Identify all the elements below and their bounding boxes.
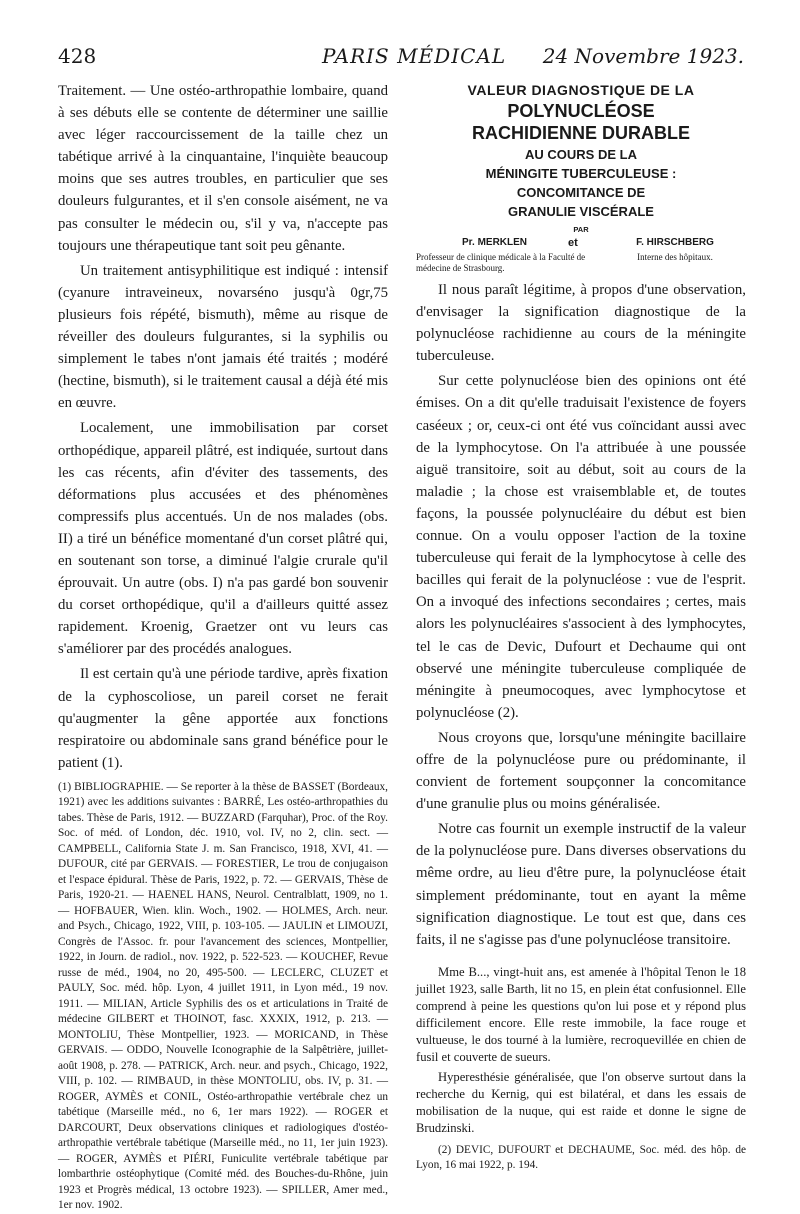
page-header [58,44,744,74]
right-column [416,80,746,1174]
title-line-6: CONCOMITANCE DE [516,185,646,200]
author-merklen [416,237,586,274]
article-title [416,80,746,220]
journal-title: PARIS MÉDICAL [322,44,507,68]
paragraph-opinions: Sur cette polynucléose bien des opinions ont été émises. On a dit qu'elle traduisait l'existence de foyers caséeux ; or, ceux-ci ont été vus coïncidant aussi avec de la lymphocytose. On l'a attribuée à une poussée aiguë transitoire, soit au début, soit au cours de la maladie ; la chose est vraisemblable et, de toutes façons, la poussée polynucléaire du début est bien connue. On a voulu opposer l'action de la toxine tuberculeuse qui ferait de la lymphocytose à celle des bacilles qui ferait de la polynucléose : vue de l'esprit. On a invoqué des infections secondaires ; certes, mais alors les polynucléaires s'associent à des lymphocytes, tel le cas de Devic, Dufourt et Dechaume qui ont observé une méningite tuberculeuse compliquée de méningite à pneumocoques, avec lymphocytose et polynucléose (2). [416,373,746,721]
left-column [58,80,388,1214]
observation-block [416,964,746,1137]
issue-date: 24 Novembre 1923. [542,44,744,68]
paragraph-antisyphilitique: Un traitement antisyphilitique est indiqué : intensif (cyanure intraveineux, novarséno jusqu'à 0gr,75 plusieurs fois répété, bismuth), même au risque de réveiller des douleurs fulgurantes, si la syphilis ou simplement le tabes n'ont jamais été traités ; modéré (hectine, bismuth), si le traitement causal a déjà été mis en œuvre. [58,262,388,412]
paragraph-notre-cas: Notre cas fournit un exemple instructif de la valeur de la polynucléose pure. Dans diverses observations du même ordre, au lieu d'être pure, la polynucléose était simplement prédominante, tout en ayant la même signification diagnostique. Le tout est que, dans ces faits, il ne s'agisse pas d'une polynucléose transitoire. [416,821,746,948]
paragraph-periode-tardive: Il est certain qu'à une période tardive, après fixation de la cyphoscoliose, un pareil corset ne ferait qu'augmenter la gêne apportée aux fonctions respiratoire ou abdominale sans grand bénéfice pour le patient (1). [58,666,388,771]
observation-paragraph-2: Hyperesthésie généralisée, que l'on observe surtout dans la recherche du Kernig, qui est bilatéral, et dans les essais de mobilisation de la nuque, qui est raide et donne le signe de Brudzinski. [416,1069,746,1135]
title-line-3: RACHIDIENNE DURABLE [471,123,690,143]
author-2-role: Interne des hôpitaux. [637,252,713,262]
title-line-5: MÉNINGITE TUBERCULEUSE : [485,166,677,181]
right-body [416,279,746,951]
author-1-role: Professeur de clinique médicale à la Faculté de médecine de Strasbourg. [416,252,586,273]
section-gap [416,954,746,964]
paragraph-traitement: Traitement. — Une ostéo-arthropathie lombaire, quand à ses débuts elle se contente de déterminer une saillie avec léger raccourcissement de la taille chez un tabétique arrivé à la cinquantaine, l'inquiète beaucoup moins que ses autres troubles, en particulier que ses douleurs fulgurantes, et il s'en console aisément, ne va pas consulter le médecin ou, s'il y va, n'accepte pas toujours une thérapeutique tant soit peu gênante. [58,83,388,254]
footnote-devic: (2) DEVIC, DUFOURT et DECHAUME, Soc. méd. des hôp. de Lyon, 16 mai 1922, p. 194. [416,1143,746,1172]
page-number: 428 [58,44,97,68]
left-body [58,80,388,774]
title-line-7: GRANULIE VISCÉRALE [508,204,654,219]
author-1-name: Pr. MERKLEN [462,237,528,248]
by-label: PAR [573,225,589,234]
authors-conjunction: et [568,237,578,249]
footnote-bibliographie: (1) BIBLIOGRAPHIE. — Se reporter à la thèse de BASSET (Bordeaux, 1921) avec les additions suivantes : BARRÉ, Les ostéo-arthropathies du tabes. Thèse de Paris, 1912. — BUZZARD (Farquhar), Proc. of the Roy. Soc. of méd. of London, déc. 1910, vol. IV, no 2, clin. sect. — CAMPBELL, California State J. m. San Francisco, 1918, XVI, 41. — DUFOUR, cité par GERVAIS. — FORESTIER, Le trou de conjugaison et l'espace épidural. Thèse de Paris, 1922, p. 72. — GERVAIS, Thèse de Paris, 1920-21. — HAENEL HANS, Neurol. Centralblatt, 1909, no 1. — HOFBAUER, Wien. klin. Woch., 1902. — HOLMES, Arch. neur. and Psych., Chicago, 1922, VIII, p. 103-105. — JAULIN et LIMOUZI, Congrès de l'Assoc. fr. pour l'avancement des sciences, Montpellier, 1922, in Journ. de radiol., nov. 1922, p. 522-523. — KOUCHEF, Revue russe de méd., 1904, no 20, 495-500. — LECLERC, CLUZET et PAULY, Soc. méd. hôp. Lyon, 4 juillet 1911, in Lyon méd., 19 nov. 1911. — MILIAN, Article Syphilis des os et articulations in Traité de médecine GILBERT et THOINOT, fasc. XXXIX, 1912, p. 213. — MONTOLIU, Thèse Montpellier, 1923. — MORICAND, in Thèse GERVAIS. — ODDO, Nouvelle Iconographie de la Salpêtrière, juillet-août 1908, p. 278. — PATRICK, Arch. neur. and psych., Chicago, 1922, VIII, p. 102. — RIMBAUD, in thèse MONTOLIU, obs. IV, p. 31. — ROGER, AYMÈS et CONIL, Ostéo-arthropathie vertébrale chez un tabétique (Marseille méd., no 6, 1er mars 1922). — ROGER et DARCOURT, Deux observations cliniques et radiologiques d'ostéo-arthropathie vertébrale tabétique (Marseille méd., no 11, 1er juin 1923). — ROGER, AYMÈS et PIÉRI, Funiculite vertébrale tabétique par lombarthrie ostéophytique (Comité méd. des Bouches-du-Rhône, juin 1923 et Progrès médical, 13 octobre 1923). — SPILLER, Amer med., 1er nov. 1902. [58,780,388,1212]
paragraph-croyons: Nous croyons que, lorsqu'une méningite bacillaire offre de la polynucléose pure ou prédominante, il convient de fortement soupçonner la concomitance d'une granulie plus ou moins généralisée. [416,729,746,813]
paragraph-localement: Localement, une immobilisation par corset orthopédique, appareil plâtré, est indiquée, surtout dans les cas récents, afin d'éviter des tassements, des déformations plus accusées et des phénomènes compressifs plus accentués. Un de nos malades (obs. II) a tiré un bénéfice momentané d'un corset plâtré qui, en soutenant son torse, a diminué l'algie crurale qu'il éprouvait. Un autre (obs. I) n'a pas gardé bon souvenir du corset orthopédique, qu'il a d'ailleurs quitté assez rapidement. Kroenig, Graetzer ont vu leurs cas s'améliorer par des procédés analogues. [58,420,388,658]
title-line-1: VALEUR DIAGNOSTIQUE DE LA [467,82,695,98]
author-hirschberg [604,237,746,263]
paragraph-intro: Il nous paraît légitime, à propos d'une observation, d'envisager la signification diagnostique de la polynucléose rachidienne au cours de la méningite tuberculeuse. [416,282,746,365]
title-line-2: POLYNUCLÉOSE [507,101,655,121]
author-2-name: F. HIRSCHBERG [636,237,714,248]
observation-paragraph-1: Mme B..., vingt-huit ans, est amenée à l'hôpital Tenon le 18 juillet 1923, salle Barth, lit no 15, en plein état confusionnel. Elle comprend à peine les questions qu'on lui pose et y répond plus difficilement encore. Elle reste immobile, la face rouge et vultueuse, le dos tourné à la lumière, recroquevillée en chien de fusil et couverte de sueurs. [416,964,746,1064]
title-line-4: AU COURS DE LA [525,147,637,162]
authors-block [416,237,746,279]
